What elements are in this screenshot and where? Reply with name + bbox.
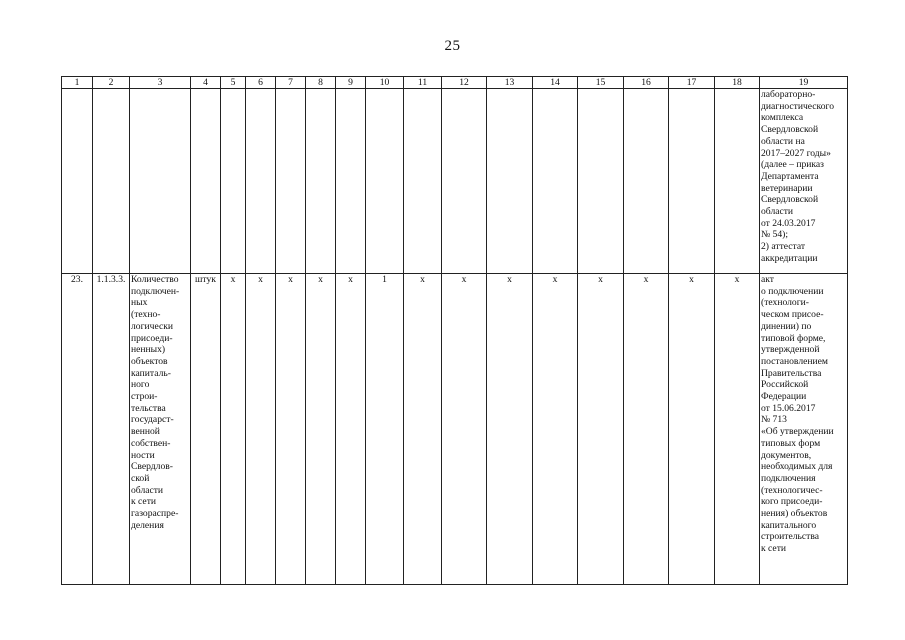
col-number-15: 15 [578, 77, 624, 89]
empty-cell [191, 89, 221, 274]
empty-cell [130, 89, 191, 274]
col-number-7: 7 [276, 77, 306, 89]
empty-cell [487, 89, 533, 274]
value-cell-7: x [276, 274, 306, 585]
empty-cell [404, 89, 442, 274]
col-number-14: 14 [533, 77, 578, 89]
col-number-16: 16 [624, 77, 669, 89]
page-number: 25 [444, 38, 461, 54]
value-cell-12: x [442, 274, 487, 585]
unit-of-measure: штук [191, 274, 221, 585]
value-cell-13: x [487, 274, 533, 585]
empty-cell [533, 89, 578, 274]
col-number-10: 10 [366, 77, 404, 89]
value-cell-10: 1 [366, 274, 404, 585]
value-cell-17: x [669, 274, 715, 585]
col-number-1: 1 [62, 77, 93, 89]
empty-cell [221, 89, 246, 274]
col-number-19: 19 [760, 77, 848, 89]
value-cell-11: x [404, 274, 442, 585]
col-number-18: 18 [715, 77, 760, 89]
col-number-13: 13 [487, 77, 533, 89]
empty-cell [306, 89, 336, 274]
empty-cell [578, 89, 624, 274]
empty-cell [336, 89, 366, 274]
empty-cell [442, 89, 487, 274]
empty-cell [715, 89, 760, 274]
empty-cell [276, 89, 306, 274]
source-document-text: акт о подключении (технологи- ческом присое- динении) по типовой форме, утвержденной постановлением Правительства Российской Федерации от 15.06.2017 № 713 «Об утверждении типовых форм документов, необходимых для подключения (технологичес- кого присоеди- нения) объектов капитального строительства к сети [760, 274, 848, 585]
row-number: 23. [62, 274, 93, 585]
value-cell-16: x [624, 274, 669, 585]
empty-cell [669, 89, 715, 274]
source-document-text: лабораторно- диагностического комплекса Свердловской области на 2017–2027 годы» (далее – приказ Департамента ветеринарии Свердловской области от 24.03.2017 № 54); 2) аттестат аккредитации [760, 89, 848, 274]
col-number-5: 5 [221, 77, 246, 89]
value-cell-14: x [533, 274, 578, 585]
col-number-3: 3 [130, 77, 191, 89]
indicator-table [61, 76, 848, 585]
continuation-row [62, 89, 848, 274]
col-number-17: 17 [669, 77, 715, 89]
col-number-2: 2 [93, 77, 130, 89]
col-number-4: 4 [191, 77, 221, 89]
col-number-6: 6 [246, 77, 276, 89]
value-cell-6: x [246, 274, 276, 585]
value-cell-9: x [336, 274, 366, 585]
empty-cell [62, 89, 93, 274]
empty-cell [624, 89, 669, 274]
indicator-code: 1.1.3.3. [93, 274, 130, 585]
value-cell-8: x [306, 274, 336, 585]
empty-cell [366, 89, 404, 274]
col-number-8: 8 [306, 77, 336, 89]
col-number-12: 12 [442, 77, 487, 89]
indicator-name: Количество подключен- ных (техно- логически присоеди- ненных) объектов капиталь- ного строи- тельства государст- венной собствен- ности Свердлов- ской области к сети газораспре- деления [130, 274, 191, 585]
value-cell-18: x [715, 274, 760, 585]
value-cell-5: x [221, 274, 246, 585]
empty-cell [93, 89, 130, 274]
col-number-9: 9 [336, 77, 366, 89]
column-number-row [62, 77, 848, 89]
table-row [62, 274, 848, 585]
empty-cell [246, 89, 276, 274]
col-number-11: 11 [404, 77, 442, 89]
value-cell-15: x [578, 274, 624, 585]
